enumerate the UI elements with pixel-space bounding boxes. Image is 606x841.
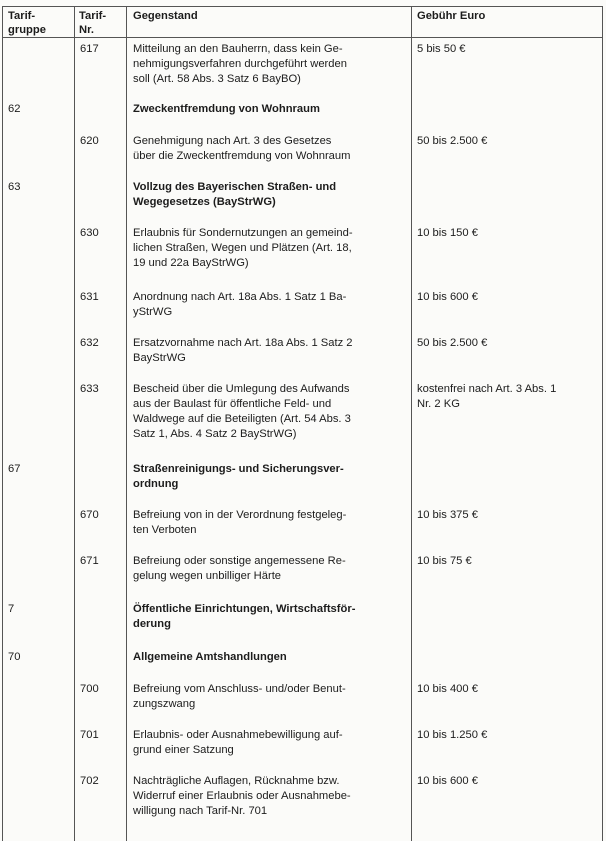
subject-cell: Erlaubnis für Sondernutzungen an gemeind- lichen Straßen, Wegen und Plätzen (Art. 18, 19 und 22a BayStrWG) bbox=[133, 227, 353, 269]
fee-cell: 10 bis 600 € bbox=[417, 291, 478, 303]
subject-cell: Nachträgliche Auflagen, Rücknahme bzw. Widerruf einer Erlaubnis oder Ausnahmebe- willigung nach Tarif-Nr. 701 bbox=[133, 775, 351, 817]
subject-cell: Allgemeine Amtshandlungen bbox=[133, 651, 287, 663]
header-bottom-border bbox=[2, 37, 602, 38]
header-group-line1: Tarif- bbox=[8, 10, 36, 22]
subject-cell: Erlaubnis- oder Ausnahmebewilligung auf- grund einer Satzung bbox=[133, 729, 343, 756]
tarif-nr-cell: 701 bbox=[80, 729, 99, 741]
table-border-left bbox=[2, 6, 3, 841]
column-divider-2 bbox=[126, 6, 127, 841]
tarif-nr-cell: 700 bbox=[80, 683, 99, 695]
subject-cell: Anordnung nach Art. 18a Abs. 1 Satz 1 Ba- yStrWG bbox=[133, 291, 347, 318]
subject-cell: Befreiung vom Anschluss- und/oder Benut- zungszwang bbox=[133, 683, 346, 710]
fee-cell: 5 bis 50 € bbox=[417, 43, 466, 55]
subject-cell: Genehmigung nach Art. 3 des Gesetzes über die Zweckentfremdung von Wohnraum bbox=[133, 135, 351, 162]
tarif-group-cell: 7 bbox=[8, 603, 15, 615]
fee-cell: 10 bis 375 € bbox=[417, 509, 478, 521]
tarif-nr-cell: 632 bbox=[80, 337, 99, 349]
tarif-group-cell: 63 bbox=[8, 181, 21, 193]
tarif-nr-cell: 631 bbox=[80, 291, 99, 303]
subject-cell: Mitteilung an den Bauherrn, dass kein Ge- nehmigungsverfahren durchgeführt werden soll (Art. 58 Abs. 3 Satz 6 BayBO) bbox=[133, 43, 347, 85]
tarif-group-cell: 70 bbox=[8, 651, 21, 663]
column-divider-1 bbox=[74, 6, 75, 841]
header-subject: Gegenstand bbox=[133, 10, 198, 22]
subject-cell: Vollzug des Bayerischen Straßen- und Wegegesetzes (BayStrWG) bbox=[133, 181, 337, 208]
fee-cell: 10 bis 600 € bbox=[417, 775, 478, 787]
tarif-nr-cell: 671 bbox=[80, 555, 99, 567]
tarif-nr-cell: 633 bbox=[80, 383, 99, 395]
subject-cell: Bescheid über die Umlegung des Aufwands aus der Baulast für öffentliche Feld- und Waldwege auf die Beteiligten (Art. 54 Abs. 3 Satz 1, Abs. 4 Satz 2 BayStrWG) bbox=[133, 383, 351, 440]
header-group bbox=[8, 9, 70, 37]
fee-cell: 10 bis 150 € bbox=[417, 227, 478, 239]
subject-cell: Befreiung von in der Verordnung festgeleg- ten Verboten bbox=[133, 509, 347, 536]
tarif-nr-cell: 617 bbox=[80, 43, 99, 55]
tarif-group-cell: 67 bbox=[8, 463, 21, 475]
header-group-line2: gruppe bbox=[8, 24, 46, 36]
tarif-group-cell: 62 bbox=[8, 103, 21, 115]
fee-cell: 50 bis 2.500 € bbox=[417, 135, 488, 147]
fee-cell: 10 bis 75 € bbox=[417, 555, 472, 567]
subject-cell: Befreiung oder sonstige angemessene Re- gelung wegen unbilliger Härte bbox=[133, 555, 346, 582]
column-divider-3 bbox=[411, 6, 412, 841]
tarif-nr-cell: 630 bbox=[80, 227, 99, 239]
tarif-nr-cell: 620 bbox=[80, 135, 99, 147]
subject-cell: Straßenreinigungs- und Sicherungsver- ordnung bbox=[133, 463, 344, 490]
tarif-nr-cell: 702 bbox=[80, 775, 99, 787]
subject-cell: Ersatzvornahme nach Art. 18a Abs. 1 Satz 2 BayStrWG bbox=[133, 337, 353, 364]
fee-cell: 10 bis 1.250 € bbox=[417, 729, 488, 741]
header-fee: Gebühr Euro bbox=[417, 10, 486, 22]
subject-cell: Öffentliche Einrichtungen, Wirtschaftsför- derung bbox=[133, 603, 356, 630]
table-border-right bbox=[602, 6, 603, 841]
fee-cell: kostenfrei nach Art. 3 Abs. 1 Nr. 2 KG bbox=[417, 383, 557, 410]
fee-cell: 50 bis 2.500 € bbox=[417, 337, 488, 349]
header-nr-line2: Nr. bbox=[79, 24, 94, 36]
table-top-border bbox=[2, 6, 602, 7]
header-nr-line1: Tarif- bbox=[79, 10, 107, 22]
tarif-nr-cell: 670 bbox=[80, 509, 99, 521]
subject-cell: Zweckentfremdung von Wohnraum bbox=[133, 103, 320, 115]
fee-cell: 10 bis 400 € bbox=[417, 683, 478, 695]
header-nr bbox=[79, 9, 124, 37]
